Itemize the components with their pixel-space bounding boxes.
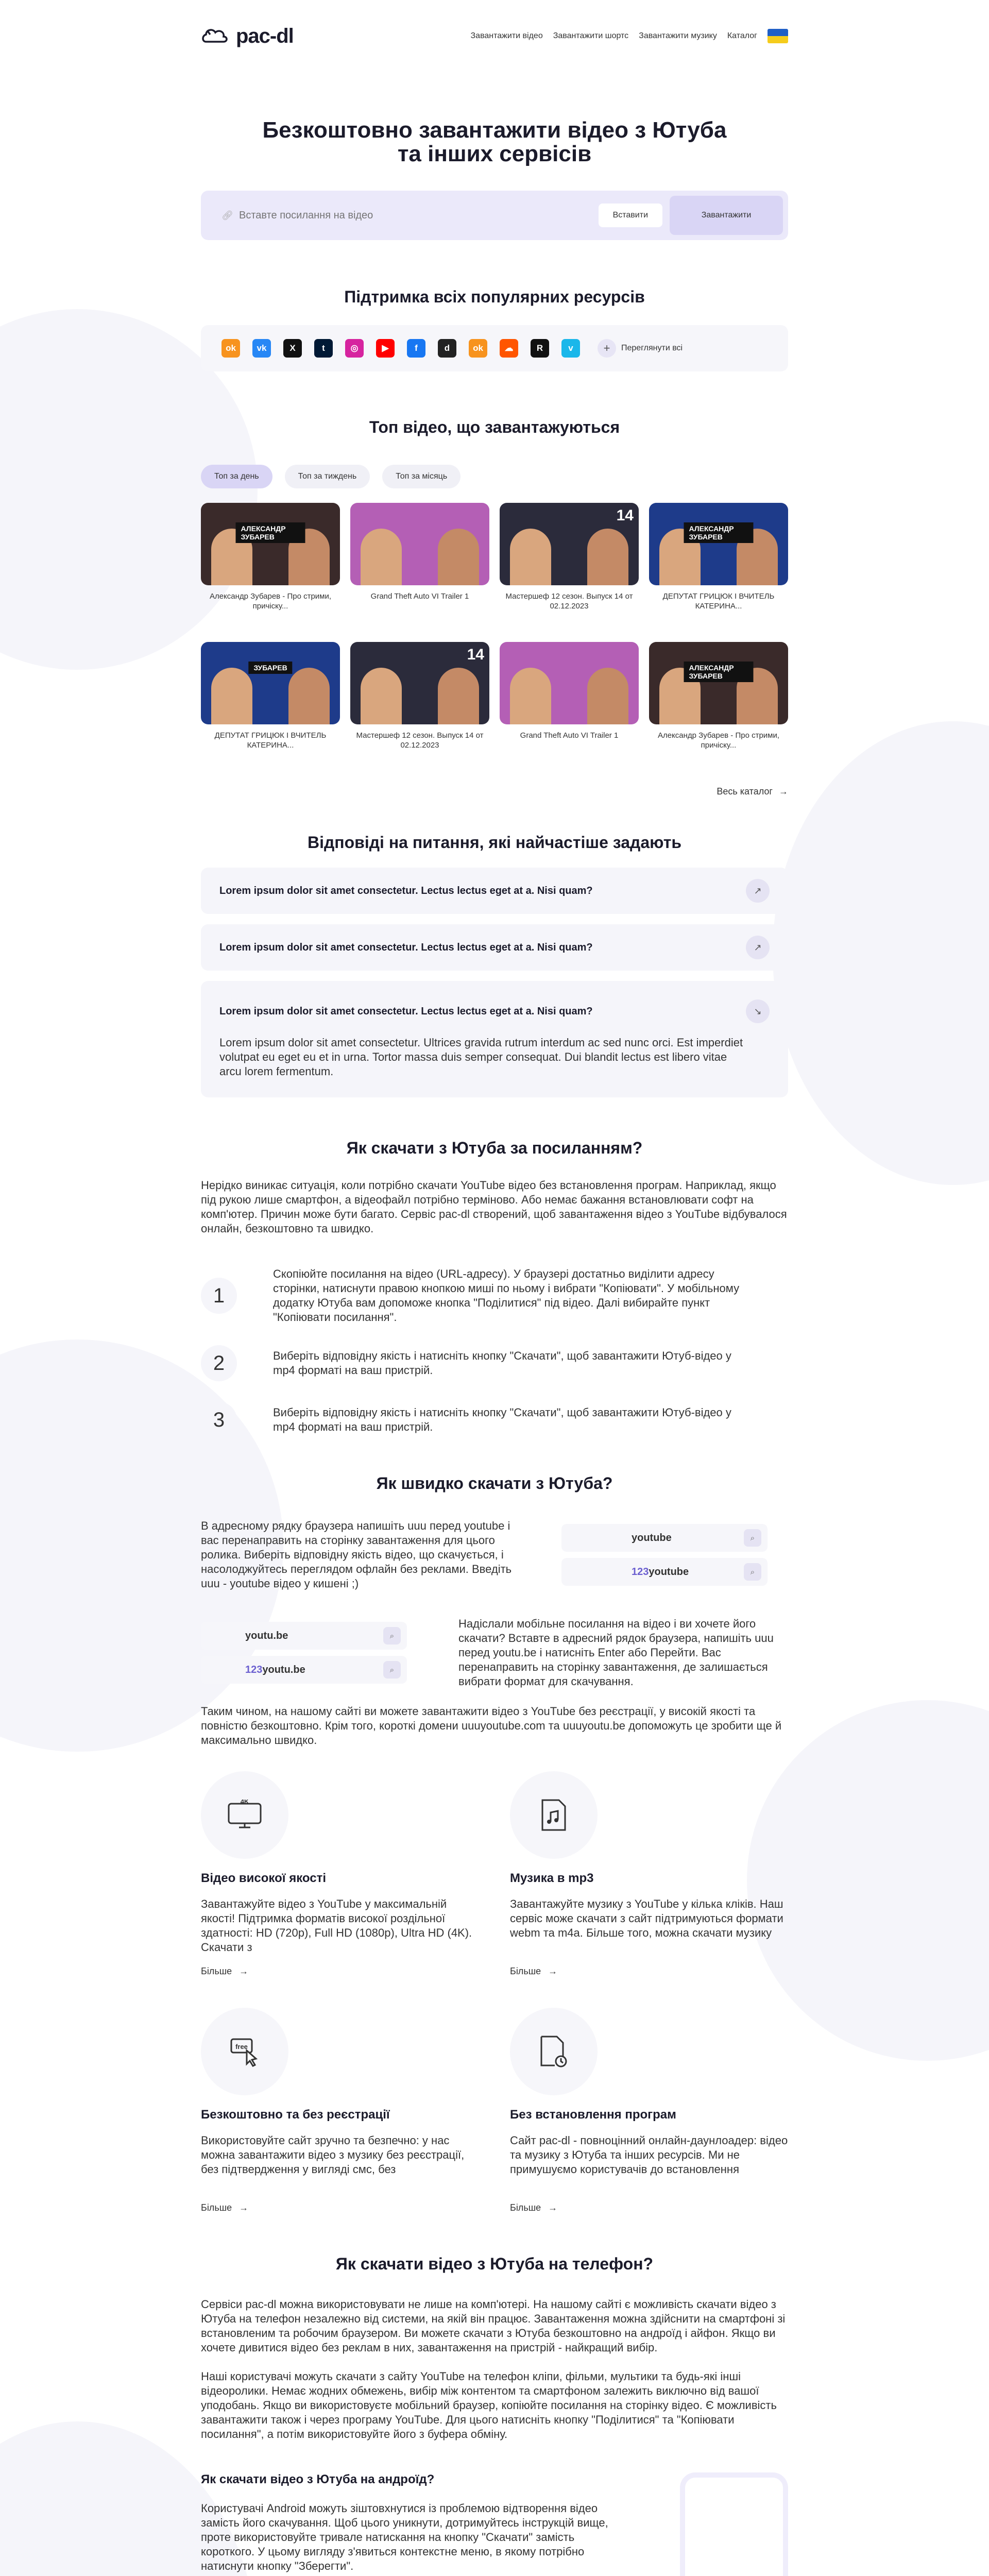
- nav-download-video[interactable]: Завантажити відео: [470, 31, 543, 40]
- nav-download-shorts[interactable]: Завантажити шортс: [553, 31, 629, 40]
- step-number: 1: [201, 1278, 237, 1314]
- quick-text-3: Таким чином, на нашому сайті ви можете завантажити відео з YouTube без реєстрації, у високій якості та повністю безкоштовно. Крім того, короткі домени uuuyoutube.com та uuuyoutu.be допоможуть це зробити ще й максимально швидко.: [201, 1705, 782, 1747]
- main-nav: [471, 29, 788, 43]
- video-thumbnail: АЛЕКСАНДР ЗУБАРЕВ: [649, 503, 788, 585]
- more-link[interactable]: Більше →: [201, 2202, 249, 2213]
- url-search-bar: [201, 191, 788, 240]
- video-title: Grand Theft Auto VI Trailer 1: [520, 731, 619, 740]
- vimeo-icon[interactable]: v: [561, 339, 580, 358]
- video-title: ДЕПУТАТ ГРИЦЮК І ВЧИТЕЛЬ КАТЕРИНА...: [662, 592, 775, 611]
- site-header: [201, 0, 788, 72]
- url-input[interactable]: [239, 210, 591, 222]
- 4k-monitor-icon: [201, 1771, 288, 1859]
- sources-title: Підтримка всіх популярних ресурсів: [344, 287, 645, 306]
- step-number: 3: [201, 1402, 237, 1438]
- download-button[interactable]: Завантажити: [670, 196, 783, 235]
- step-2: [201, 1345, 788, 1381]
- language-flag-icon[interactable]: [768, 29, 788, 43]
- howto-intro: Нерідко виникає ситуація, коли потрібно скачати YouTube відео без встановлення програм. Наприклад, якщо під рукою лише смартфон, а відеофайл потрібно терміново. Або немає бажання встановлювати софт на комп'ютер. Причин може бути багато. Сервіс pac-dl створений, щоб завантаження відео з YouTube відбувалося онлайн, безкоштовно та швидко.: [201, 1179, 787, 1235]
- svg-text:free: free: [235, 2043, 248, 2050]
- video-card[interactable]: [350, 503, 489, 632]
- phone-paragraph-2: Наші користувачі можуть скачати з сайту YouTube на телефон кліпи, фільми, мультики та будь-які інші відеоролики. Немає жодних обмежень, вибір між контентом та смартфоном залежить виключно від вашої уподобань. Якщо ви використовуєте мобільний браузер, копіюйте посилання на сторінку відео. Є можливість завантажити також і через програму YouTube. Для цього натисніть кнопку "Поділитися" та "Копіювати посилання", а потім використовуйте його з буфера обміну.: [201, 2370, 777, 2441]
- catalog-link[interactable]: Весь каталог →: [717, 786, 788, 796]
- step-text: Виберіть відповідну якість і натисніть кнопку "Скачати", щоб завантажити Ютуб-відео у mp4 форматі на ваш пристрій.: [273, 1349, 731, 1377]
- faq-item[interactable]: Lorem ipsum dolor sit amet consectetur. Lectus lectus eget at a. Nisi quam? ↗: [201, 868, 788, 914]
- phone-paragraph-1: Сервіси pac-dl можна використовувати не лише на комп'ютері. На нашому сайті є можливість скачати відео з Ютуба на телефон незалежно від системи, на якій він працює. Завантаження можна здійснити на смартфоні зі встановленим та робочим браузером. Ви можете скачати з Ютуба безкоштовно на андроїд і айфон. Якщо ви хочете дивитися відео без реклам в них, завантаження на пристрій - найкращий вибір.: [201, 2298, 786, 2354]
- search-icon: ⌕: [383, 1661, 401, 1679]
- video-card[interactable]: [201, 642, 340, 771]
- more-link[interactable]: Більше →: [510, 2202, 558, 2213]
- feature-card: free Безкоштовно та без реєстрації Використовуйте сайт зручно та безпечно: у нас можна завантажити відео з музику без реєстрації, без підтвердження у вигляді смс, без Більше →: [201, 2008, 479, 2213]
- facebook-icon[interactable]: f: [407, 339, 425, 358]
- video-thumbnail: [500, 642, 639, 724]
- step-1: [201, 1267, 788, 1325]
- arrow-up-right-icon: ↗: [746, 879, 770, 903]
- vk-icon[interactable]: vk: [252, 339, 271, 358]
- howto-title: Як скачати з Ютуба за посиланням?: [346, 1139, 643, 1157]
- arrow-right-icon: →: [548, 1966, 558, 1976]
- sources-bar: [201, 325, 788, 371]
- svg-text:4K: 4K: [240, 1800, 249, 1805]
- faq-item-open[interactable]: Lorem ipsum dolor sit amet consectetur. Lectus lectus eget at a. Nisi quam? ↘ Lorem ipsum dolor sit amet consectetur. Ultrices gravida rutrum interdum ac sed nunc orci. Est imperdiet volutpat eu eget eu et in urna. Tortor massa duis semper consequat. Dui blandit lectus est libero vitae arcu lorem fermentum.: [201, 981, 788, 1097]
- tab-top-day[interactable]: Топ за день: [201, 465, 272, 488]
- more-link[interactable]: Більше →: [201, 1966, 249, 1976]
- view-all-sources[interactable]: + Переглянути всі: [598, 339, 683, 358]
- example-search-youtube: youtu.be ⌕: [201, 1622, 407, 1650]
- rutube-icon[interactable]: R: [531, 339, 549, 358]
- video-card[interactable]: [201, 503, 340, 632]
- example-search-youtube: youtube ⌕: [561, 1524, 768, 1552]
- video-title: Александр Зубарев - Про стрими, причіску...: [209, 592, 332, 611]
- arrow-right-icon: →: [239, 2202, 249, 2213]
- dailymotion-icon[interactable]: d: [438, 339, 456, 358]
- video-title: ДЕПУТАТ ГРИЦЮК І ВЧИТЕЛЬ КАТЕРИНА...: [214, 731, 327, 750]
- more-link[interactable]: Більше →: [510, 1966, 558, 1976]
- soundcloud-icon[interactable]: ☁: [500, 339, 518, 358]
- video-title: Александр Зубарев - Про стрими, причіску...: [657, 731, 780, 750]
- faq-answer: Lorem ipsum dolor sit amet consectetur. Ultrices gravida rutrum interdum ac sed nunc orci. Est imperdiet volutpat eu eget eu et in urna. Tortor massa duis semper consequat. Dui blandit lectus est libero vitae arcu lorem fermentum.: [219, 1036, 743, 1078]
- example-search-123youtube: 123youtube ⌕: [561, 1558, 768, 1586]
- top-tabs: [201, 465, 788, 488]
- logo-text: pac-dl: [236, 24, 294, 47]
- video-card[interactable]: [649, 642, 788, 771]
- tumblr-icon[interactable]: t: [314, 339, 333, 358]
- step-3: [201, 1402, 788, 1438]
- logo[interactable]: [201, 25, 294, 48]
- video-thumbnail: 14: [350, 642, 489, 724]
- faq-item[interactable]: Lorem ipsum dolor sit amet consectetur. Lectus lectus eget at a. Nisi quam? ↗: [201, 924, 788, 971]
- step-text: Виберіть відповідну якість і натисніть кнопку "Скачати", щоб завантажити Ютуб-відео у mp4 форматі на ваш пристрій.: [273, 1406, 731, 1433]
- youtube-icon[interactable]: ▶: [376, 339, 395, 358]
- quick-text-1: В адресному рядку браузера напишіть uuu перед youtube і вас перенаправить на сторінку завантаження для цього ролика. Виберіть відповідну якість відео, що скачується, і насолоджуйтесь переглядом офлайн без реклами. Введіть uuu - youtube відео у кишені ;): [201, 1519, 512, 1590]
- faq-title: Відповіді на питання, які найчастіше задають: [307, 833, 682, 852]
- quick-text-2: Надіслали мобільне посилання на відео і ви хочете його скачати? Вставте в адресний рядок браузера, напишіть uuu перед youtu.be і натисніть Enter або Перейти. Вас перенаправить на сторінку завантаження, де залишається вибрати формат для скачування.: [458, 1617, 774, 1688]
- video-thumbnail: 14: [500, 503, 639, 585]
- tab-top-month[interactable]: Топ за місяць: [382, 465, 461, 488]
- android-paragraph-1: Користувачі Android можуть зіштовхнутися із проблемою відтворення відео замість його скачування. Щоб цього уникнути, дотримуйтесь інструкцій вище, проте використовуйте тривале натискання на кнопку "Скачати" замість короткого. У цьому вигляду з'явиться контекстне меню, в якому потрібно натиснути кнопку "Зберегти".: [201, 2502, 608, 2572]
- free-click-icon: [201, 2008, 288, 2095]
- search-icon: ⌕: [744, 1529, 761, 1547]
- arrow-right-icon: →: [548, 2202, 558, 2213]
- arrow-down-right-icon: ↘: [746, 999, 770, 1023]
- video-grid: [201, 503, 788, 771]
- features-grid: [201, 1771, 788, 2213]
- search-icon: ⌕: [383, 1627, 401, 1645]
- mp3-file-icon: [510, 1771, 598, 1859]
- step-number: 2: [201, 1345, 237, 1381]
- video-title: Grand Theft Auto VI Trailer 1: [370, 592, 469, 601]
- video-title: Мастершеф 12 сезон. Выпуск 14 от 02.12.2023: [356, 731, 484, 750]
- nav-catalog[interactable]: Каталог: [727, 31, 757, 40]
- video-card[interactable]: [649, 503, 788, 632]
- logo-icon: [201, 26, 231, 46]
- instagram-icon[interactable]: ◎: [345, 339, 364, 358]
- video-title: Мастершеф 12 сезон. Выпуск 14 от 02.12.2023: [505, 592, 633, 611]
- search-icon: ⌕: [744, 1563, 761, 1581]
- step-text: Скопіюйте посилання на відео (URL-адресу). У браузері достатньо виділити адресу сторінки, натиснути правою кнопкою миші по ньому і вибрати "Копіювати". У мобільному додатку Ютуба вам допоможе кнопка "Поділитися" під відео. Далі вибирайте пункт "Копіювати посилання".: [273, 1267, 740, 1324]
- paste-button[interactable]: Вставити: [599, 204, 662, 227]
- video-thumbnail: ЗУБАРЕВ: [201, 642, 340, 724]
- phone-title: Як скачати відео з Ютуба на телефон?: [335, 2255, 654, 2273]
- video-card[interactable]: [500, 503, 639, 632]
- feature-card: Музика в mp3 Завантажуйте музику з YouTube у кілька кліків. Наш сервіс може скачати з сайт підтримуються формати webm та m4a. Більше того, можна скачати музику Більше →: [510, 1771, 788, 1977]
- video-card[interactable]: [500, 642, 639, 771]
- hero-title: Безкоштовно завантажити відео з Ютуба та інших сервісів: [262, 117, 727, 166]
- no-program-icon: [510, 2008, 598, 2095]
- tab-top-week[interactable]: Топ за тиждень: [285, 465, 370, 488]
- nav-download-music[interactable]: Завантажити музику: [639, 31, 717, 40]
- top-videos-title: Топ відео, що завантажуються: [369, 418, 620, 436]
- phone-illustration: [680, 2472, 788, 2576]
- feature-card: 4K Відео високої якості Завантажуйте відео з YouTube у максимальній якості! Підтримка форматів високої роздільної здатності: HD (720p), Full HD (1080p), Ultra HD (4K). Скачати з Більше →: [201, 1771, 479, 1977]
- odnoklassniki-icon-2[interactable]: ok: [469, 339, 487, 358]
- video-thumbnail: АЛЕКСАНДР ЗУБАРЕВ: [201, 503, 340, 585]
- android-title: Як скачати відео з Ютуба на андроїд?: [201, 2472, 435, 2486]
- x-icon[interactable]: X: [283, 339, 302, 358]
- video-thumbnail: АЛЕКСАНДР ЗУБАРЕВ: [649, 642, 788, 724]
- feature-card: Без встановлення програм Сайт pac-dl - повноцінний онлайн-даунлоадер: відео та музику з Ютуба та інших ресурсів. Ми не примушуємо користувачів до встановлення Більше →: [510, 2008, 788, 2213]
- arrow-right-icon: →: [239, 1966, 249, 1976]
- quick-title: Як швидко скачати з Ютуба?: [376, 1474, 613, 1493]
- example-search-123youtube: 123youtu.be ⌕: [201, 1656, 407, 1684]
- video-card[interactable]: [350, 642, 489, 771]
- arrow-up-right-icon: ↗: [746, 936, 770, 959]
- arrow-right-icon: →: [779, 786, 788, 796]
- plus-icon: +: [598, 339, 616, 358]
- odnoklassniki-icon[interactable]: ok: [221, 339, 240, 358]
- video-thumbnail: [350, 503, 489, 585]
- paperclip-icon: 🔗︎: [221, 210, 233, 221]
